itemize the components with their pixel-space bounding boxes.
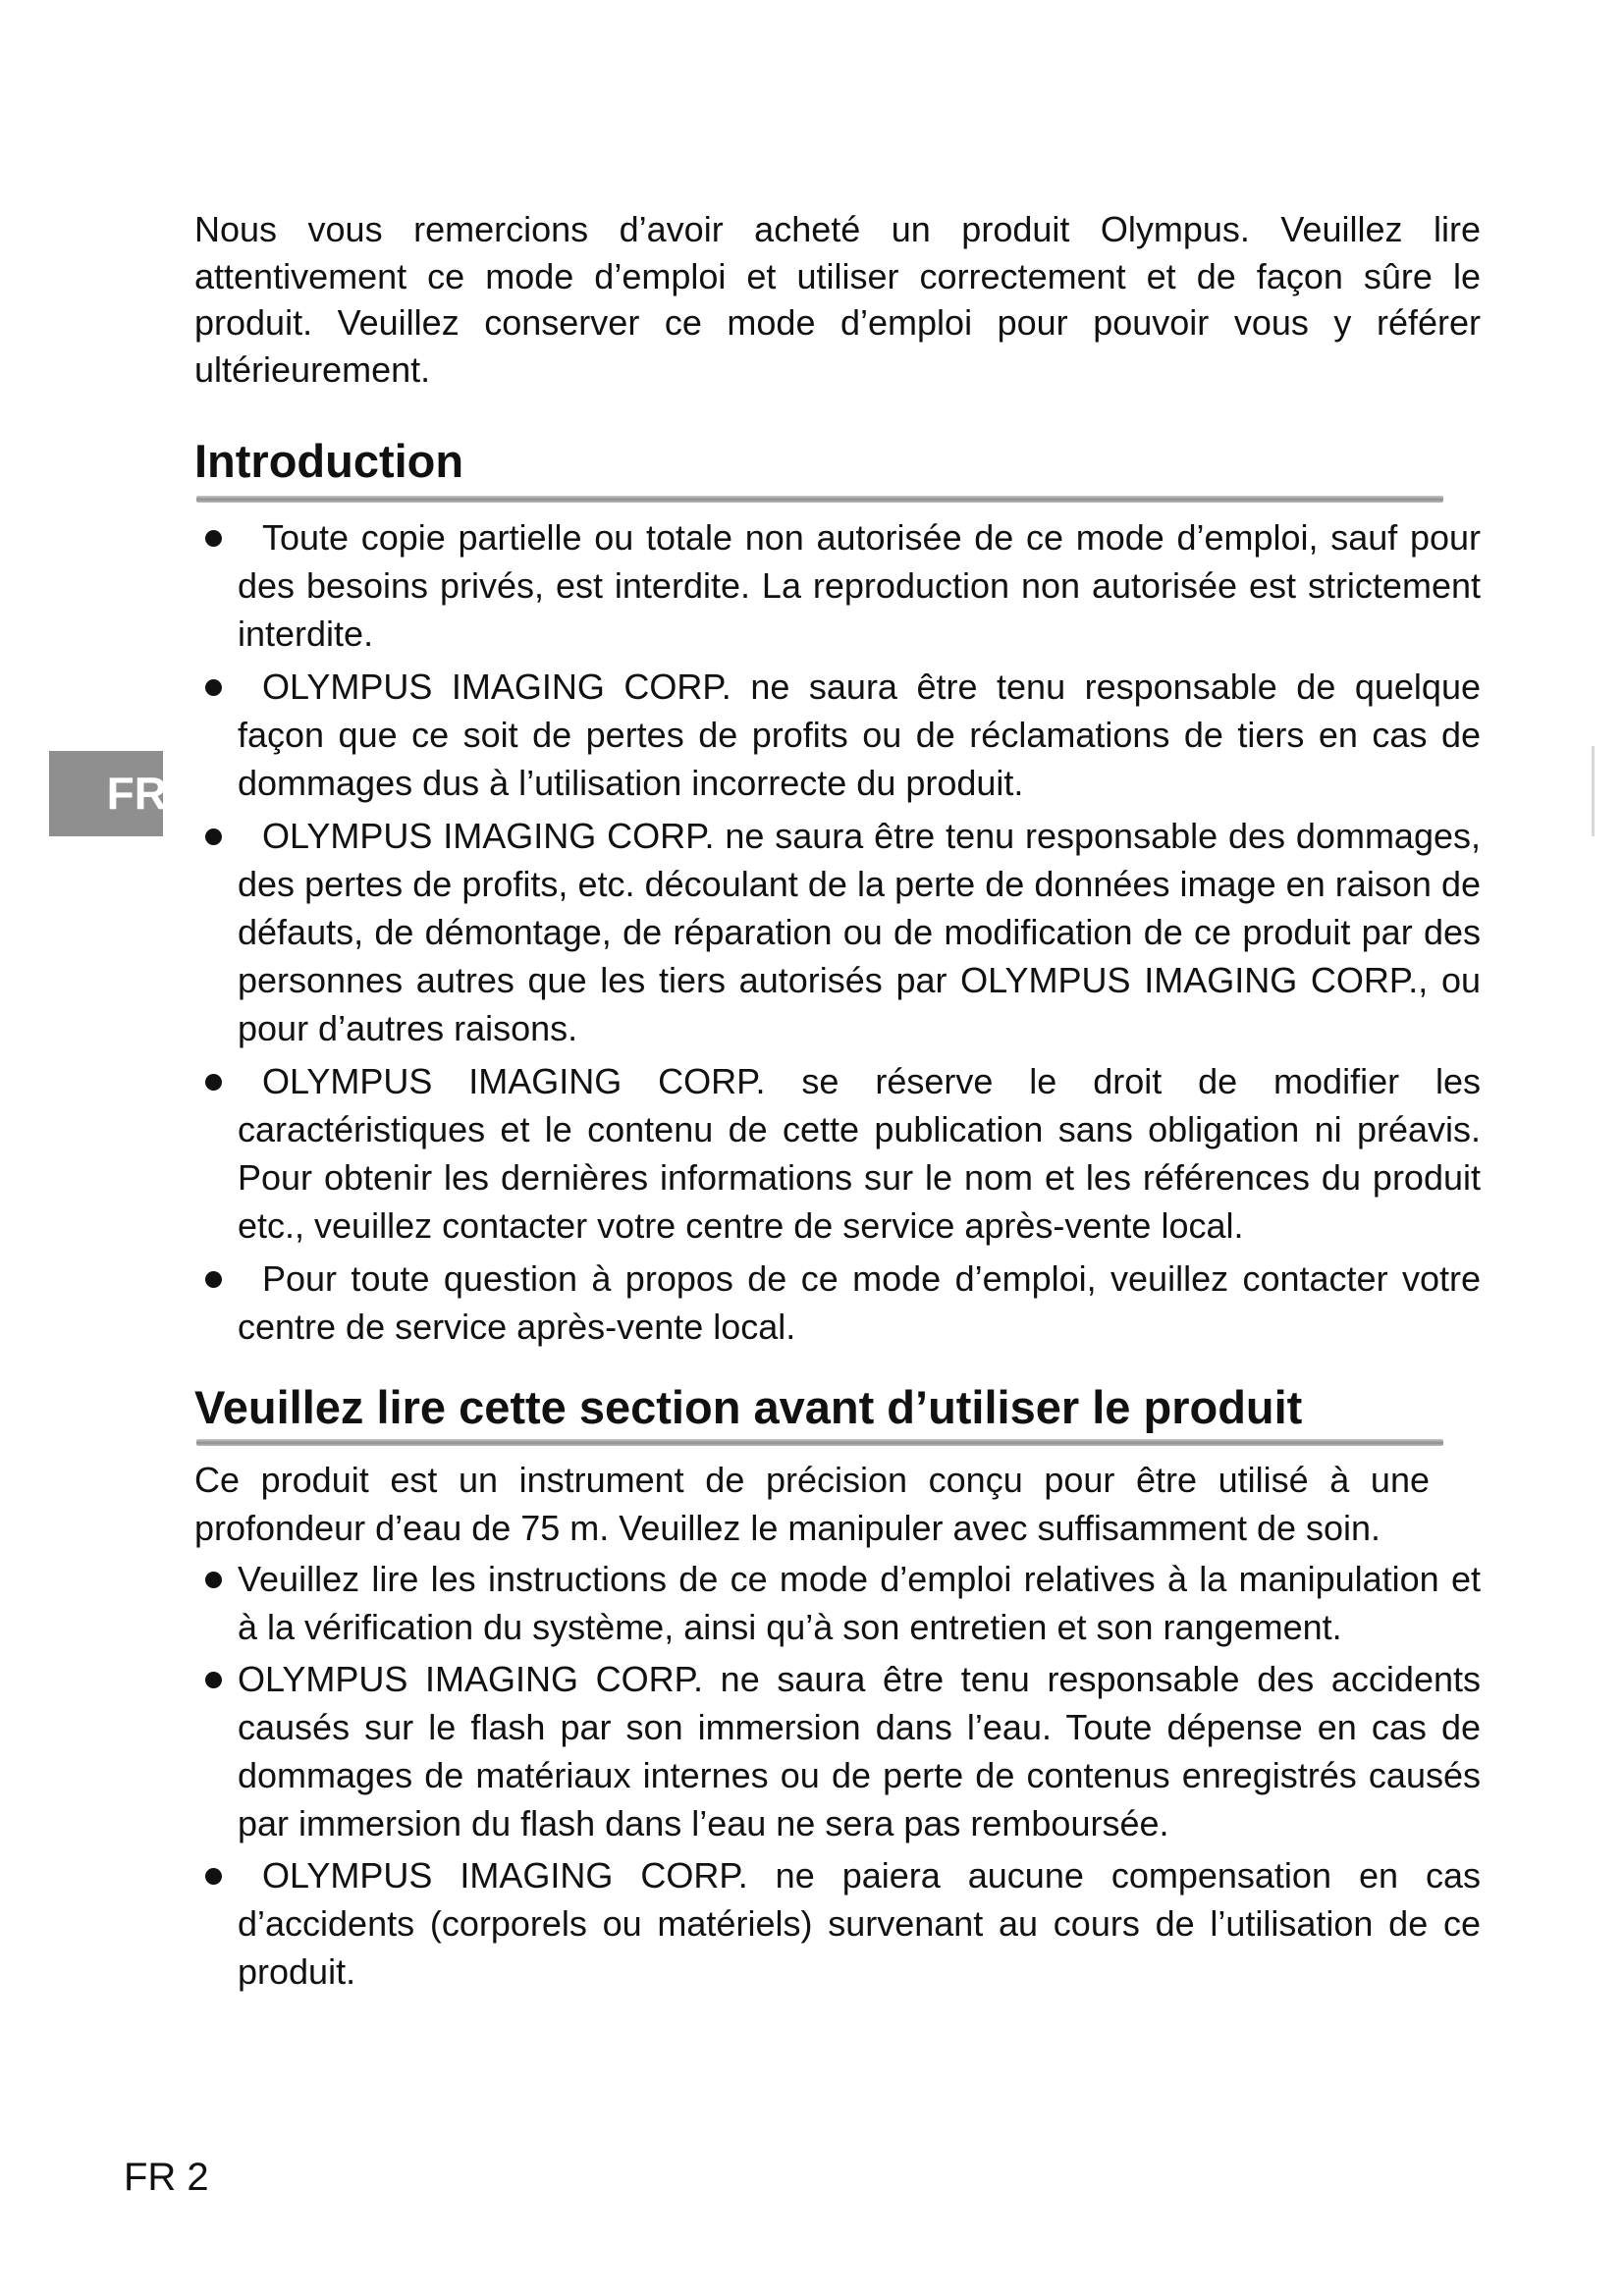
bullet-text: OLYMPUS IMAGING CORP. ne saura être tenu responsable des dommages, des pertes de profits, etc. découlant de la perte de données image en raison de défauts, de démontage, de réparation ou de modification de ce produit par des personnes autres que les tiers autorisés par OLYMPUS IMAGING CORP., ou pour d’autres raisons.: [238, 816, 1481, 1048]
introduction-bullet-list: [194, 513, 1481, 1351]
bullet-icon: [205, 1672, 222, 1688]
section-divider: [196, 1439, 1443, 1446]
bullet-text: Toute copie partielle ou totale non autorisée de ce mode d’emploi, sauf pour des besoins privés, est interdite. La reproduction non autorisée est strictement interdite.: [238, 517, 1481, 654]
bullet-text: OLYMPUS IMAGING CORP. se réserve le droit de modifier les caractéristiques et le contenu de cette publication sans obligation ni préavis. Pour obtenir les dernières informations sur le nom et les références du produit etc., veuillez contacter votre centre de service après-vente local.: [238, 1061, 1481, 1246]
bullet-icon: [205, 1868, 222, 1885]
list-item: [194, 1057, 1481, 1250]
bullet-icon: [205, 1074, 222, 1091]
list-item: [194, 1555, 1481, 1651]
list-item: [194, 812, 1481, 1052]
bullet-text: Pour toute question à propos de ce mode d’emploi, veuillez contacter votre centre de service après-vente local.: [238, 1258, 1481, 1347]
bullet-text: Veuillez lire les instructions de ce mode d’emploi relatives à la manipulation et à la vérification du système, ainsi qu’à son entretien et son rangement.: [238, 1559, 1481, 1647]
bullet-icon: [205, 828, 222, 845]
read-before-use-title: Veuillez lire cette section avant d’utiliser le produit: [194, 1381, 1303, 1433]
bullet-text: OLYMPUS IMAGING CORP. ne saura être tenu responsable de quelque façon que ce soit de pertes de profits ou de réclamations de tiers en cas de dommages dus à l’utilisation incorrecte du produit.: [238, 667, 1481, 803]
precision-instrument-paragraph: Ce produit est un instrument de précision conçu pour être utilisé à une profondeur d’eau de 75 m. Veuillez le manipuler avec suffisamment de soin.: [194, 1460, 1430, 1548]
page-edge-marker: [1592, 746, 1595, 836]
read-before-use-section: [194, 1380, 1481, 1996]
section-divider: [196, 496, 1443, 503]
list-item: [194, 1655, 1481, 1847]
read-before-use-bullet-list: [194, 1555, 1481, 1996]
list-item: [194, 663, 1481, 807]
intro-paragraph: Nous vous remercions d’avoir acheté un produit Olympus. Veuillez lire attentivement ce mode d’emploi et utiliser correctement et de façon sûre le produit. Veuillez conserver ce mode d’emploi pour pouvoir vous y référer ultérieurement.: [194, 209, 1481, 390]
bullet-text: OLYMPUS IMAGING CORP. ne saura être tenu responsable des accidents causés sur le flash par son immersion dans l’eau. Toute dépense en cas de dommages de matériaux internes ou de perte de contenus enregistrés causés par immersion du flash dans l’eau ne sera pas remboursée.: [238, 1659, 1481, 1843]
language-tab: [49, 751, 167, 836]
bullet-text: OLYMPUS IMAGING CORP. ne paiera aucune compensation en cas d’accidents (corporels ou matériels) survenant au cours de l’utilisation de ce produit.: [238, 1855, 1481, 1992]
list-item: [194, 513, 1481, 658]
bullet-icon: [205, 1271, 222, 1288]
language-tab-label: FR: [106, 768, 167, 819]
introduction-title: Introduction: [194, 435, 464, 487]
bullet-icon: [205, 1572, 222, 1588]
list-item: [194, 1255, 1481, 1351]
introduction-section: [194, 434, 1481, 1351]
page-content: [194, 206, 1481, 2000]
bullet-icon: [205, 530, 222, 547]
bullet-icon: [205, 679, 222, 696]
page-number: FR 2: [124, 2156, 209, 2199]
list-item: [194, 1851, 1481, 1996]
